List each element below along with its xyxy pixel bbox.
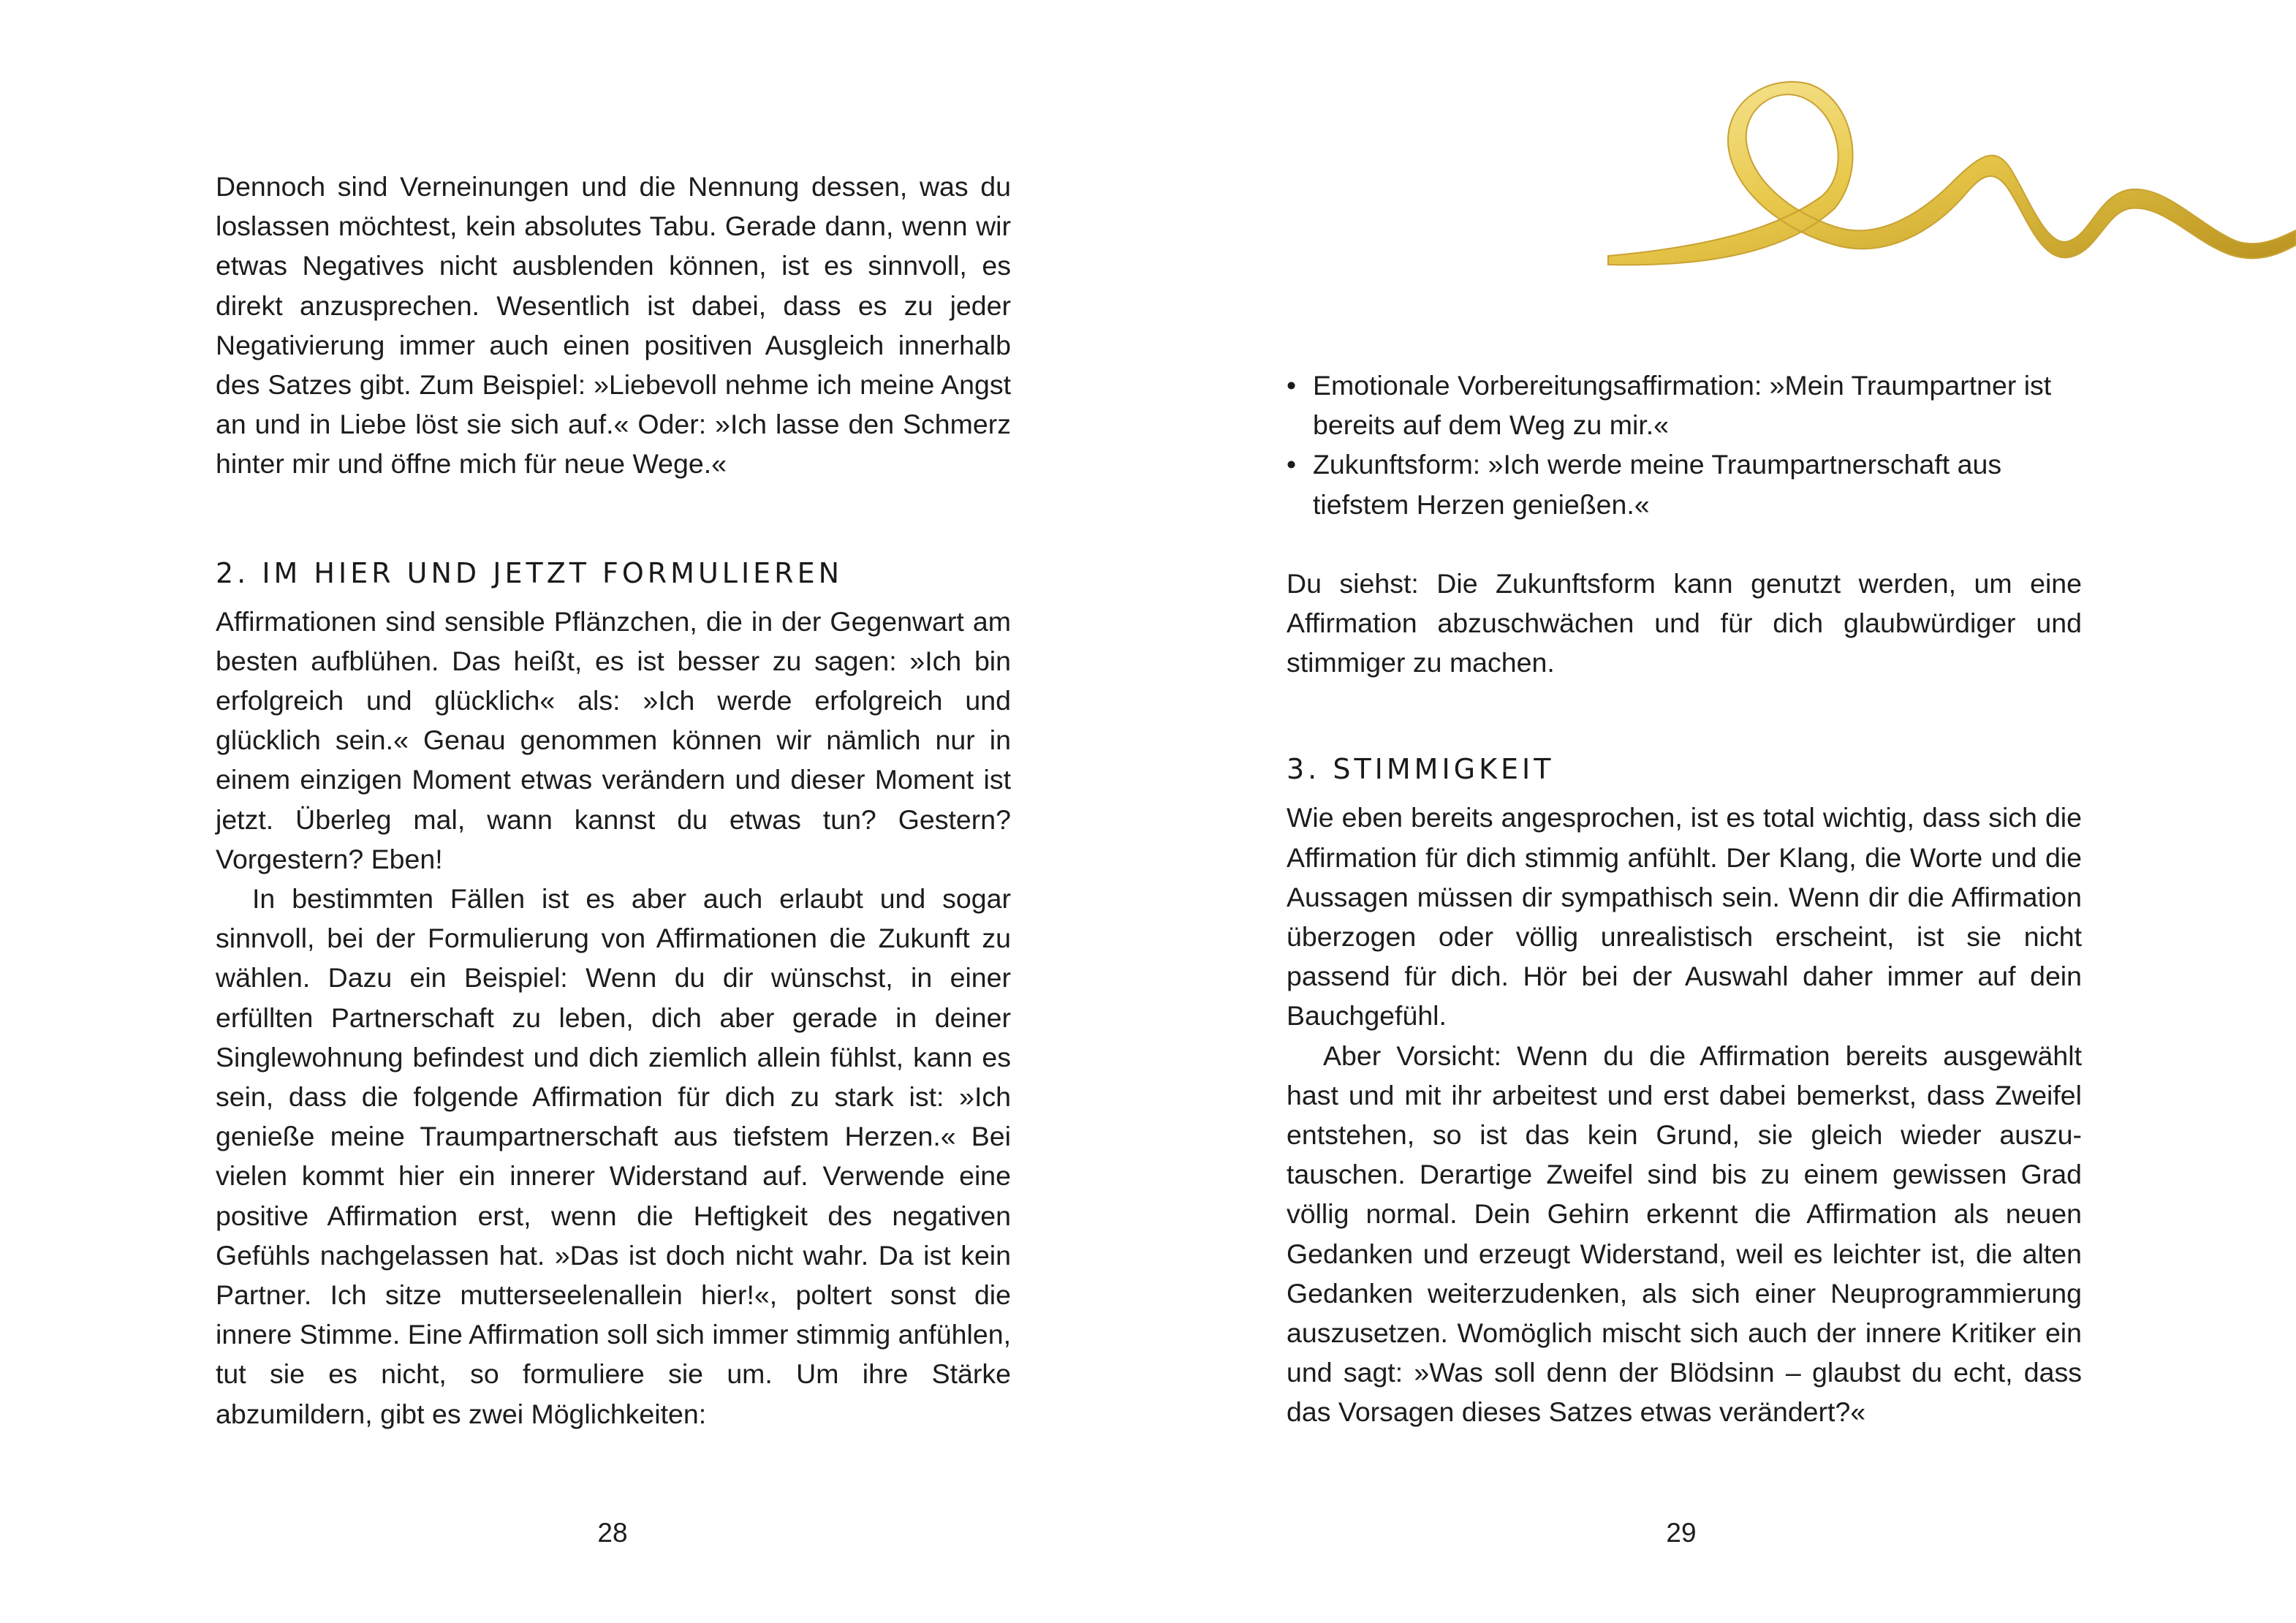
- list-item-text: Zukunftsform: »Ich werde meine Traumpartnerschaft aus tiefstem Herzen genießen.«: [1313, 449, 2002, 520]
- ribbon-band: [1608, 82, 2296, 265]
- bullet-icon: •: [1287, 370, 1297, 401]
- body-paragraph: Wie eben bereits angesprochen, ist es total wichtig, dass sich die Affirmation für dich stimmig anfühlt. Der Klang, die Worte und die Aussagen müssen dir sympathisch sein. Wenn dir die Affirmation überzogen oder völlig unrealistisch erscheint, ist sie nicht passend für dich. Hör bei der Auswahl daher immer auf dein Bauchgefühl.: [1287, 802, 2082, 1032]
- body-paragraph: Affirmationen sind sensible Pflänzchen, die in der Gegenwart am besten aufblühen. Das heißt, es ist besser zu sagen: »Ich bin erfolgreich und glücklich« als: »Ich werde erfolgreich und glücklich sein.« Genau genommen können wir nämlich nur in einem einzigen Moment etwas verändern und dieser Moment ist jetzt. Überleg mal, wann kannst du etwas tun? Gestern? Vorgestern? Eben!: [216, 605, 1011, 874]
- list-item-text: Emotionale Vorbereitungsaffirmation: »Mein Traumpartner ist bereits auf dem Weg zu mir.«: [1313, 370, 2052, 441]
- ribbon-shape: [1608, 82, 2296, 265]
- right-text-column: [1287, 366, 2082, 1432]
- summary-paragraph: Du siehst: Die Zukunftsform kann genutzt werden, um eine Affirmation abzuschwächen und für dich glaubwürdiger und stimmiger zu machen.: [1287, 567, 2082, 678]
- list-item: [1287, 444, 2082, 523]
- section-heading-here-and-now: 2. IM HIER UND JETZT FORMULIEREN: [216, 556, 844, 589]
- list-item: [1287, 366, 2082, 444]
- body-paragraph: In bestimmten Fällen ist es aber auch erlaubt und sogar sinnvoll, bei der Formulierung von Affirmationen die Zukunft zu wählen. Dazu ein Beispiel: Wenn du dir wünschst, in einer erfüllten Partnerschaft zu leben, dich aber gerade in deiner Singlewohnung befindest und dich ziemlich allein fühlst, kann es sein, dass die folgende Affirmation für dich zu stark ist: »Ich genieße meine Traumpartnerschaft aus tiefstem Herzen.« Bei vielen kommt hier ein innerer Widerstand auf. Verwende eine positive Affirmation erst, wenn die Heftigkeit des negativen Gefühls nachgelassen hat. »Das ist doch nicht wahr. Da ist kein Partner. Ich sitze mutterseelenallein hier!«, poltert sonst die innere Stimme. Eine Affirmation soll sich immer stimmig anfühlen, tut sie es nicht, so formuliere sie um. Um ihre Stärke abzumildern, gibt es zwei Möglichkeiten:: [216, 883, 1011, 1429]
- body-paragraph: Aber Vorsicht: Wenn du die Affirmation bereits ausgewählt hast und mit ihr arbeitest und erst dabei bemerkst, dass Zweifel entstehen, so ist das kein Grund, sie gleich wieder auszutauschen. Derartige Zweifel sind bis zu einem gewissen Grad völlig normal. Dein Gehirn erkennt die Affirmation als neuen Gedanken und erzeugt Widerstand, weil es leichter ist, die alten Gedanken weiterzudenken, als sich einer Neuprogrammierung auszusetzen. Womöglich mischt sich auch der innere Kritiker ein und sagt: »Was soll denn der Blödsinn – glaubst du echt, dass das Vorsagen dieses Satzes etwas verändert?«: [1287, 1040, 2082, 1428]
- bullet-icon: •: [1287, 449, 1297, 480]
- page-number-left: 28: [597, 1518, 628, 1548]
- section-heading-consistency: 3. STIMMIGKEIT: [1287, 753, 1555, 786]
- page-number-right: 29: [1666, 1518, 1697, 1548]
- intro-paragraph: Dennoch sind Verneinungen und die Nennung dessen, was du loslassen möchtest, kein absolutes Tabu. Gerade dann, wenn wir etwas Negatives nicht ausblenden können, ist es sinnvoll, es direkt anzusprechen. Wesentlich ist dabei, dass es zu jeder Negativierung immer auch einen positiven Ausgleich innerhalb des Satzes gibt. Zum Beispiel: »Liebevoll nehme ich meine Angst an und in Liebe löst sie sich auf.« Oder: »Ich lasse den Schmerz hinter mir und öffne mich für neue Wege.«: [216, 171, 1011, 480]
- gold-ribbon-decoration: [1601, 66, 2296, 314]
- bullet-list: [1287, 366, 2082, 524]
- left-text-column: [216, 167, 1011, 1434]
